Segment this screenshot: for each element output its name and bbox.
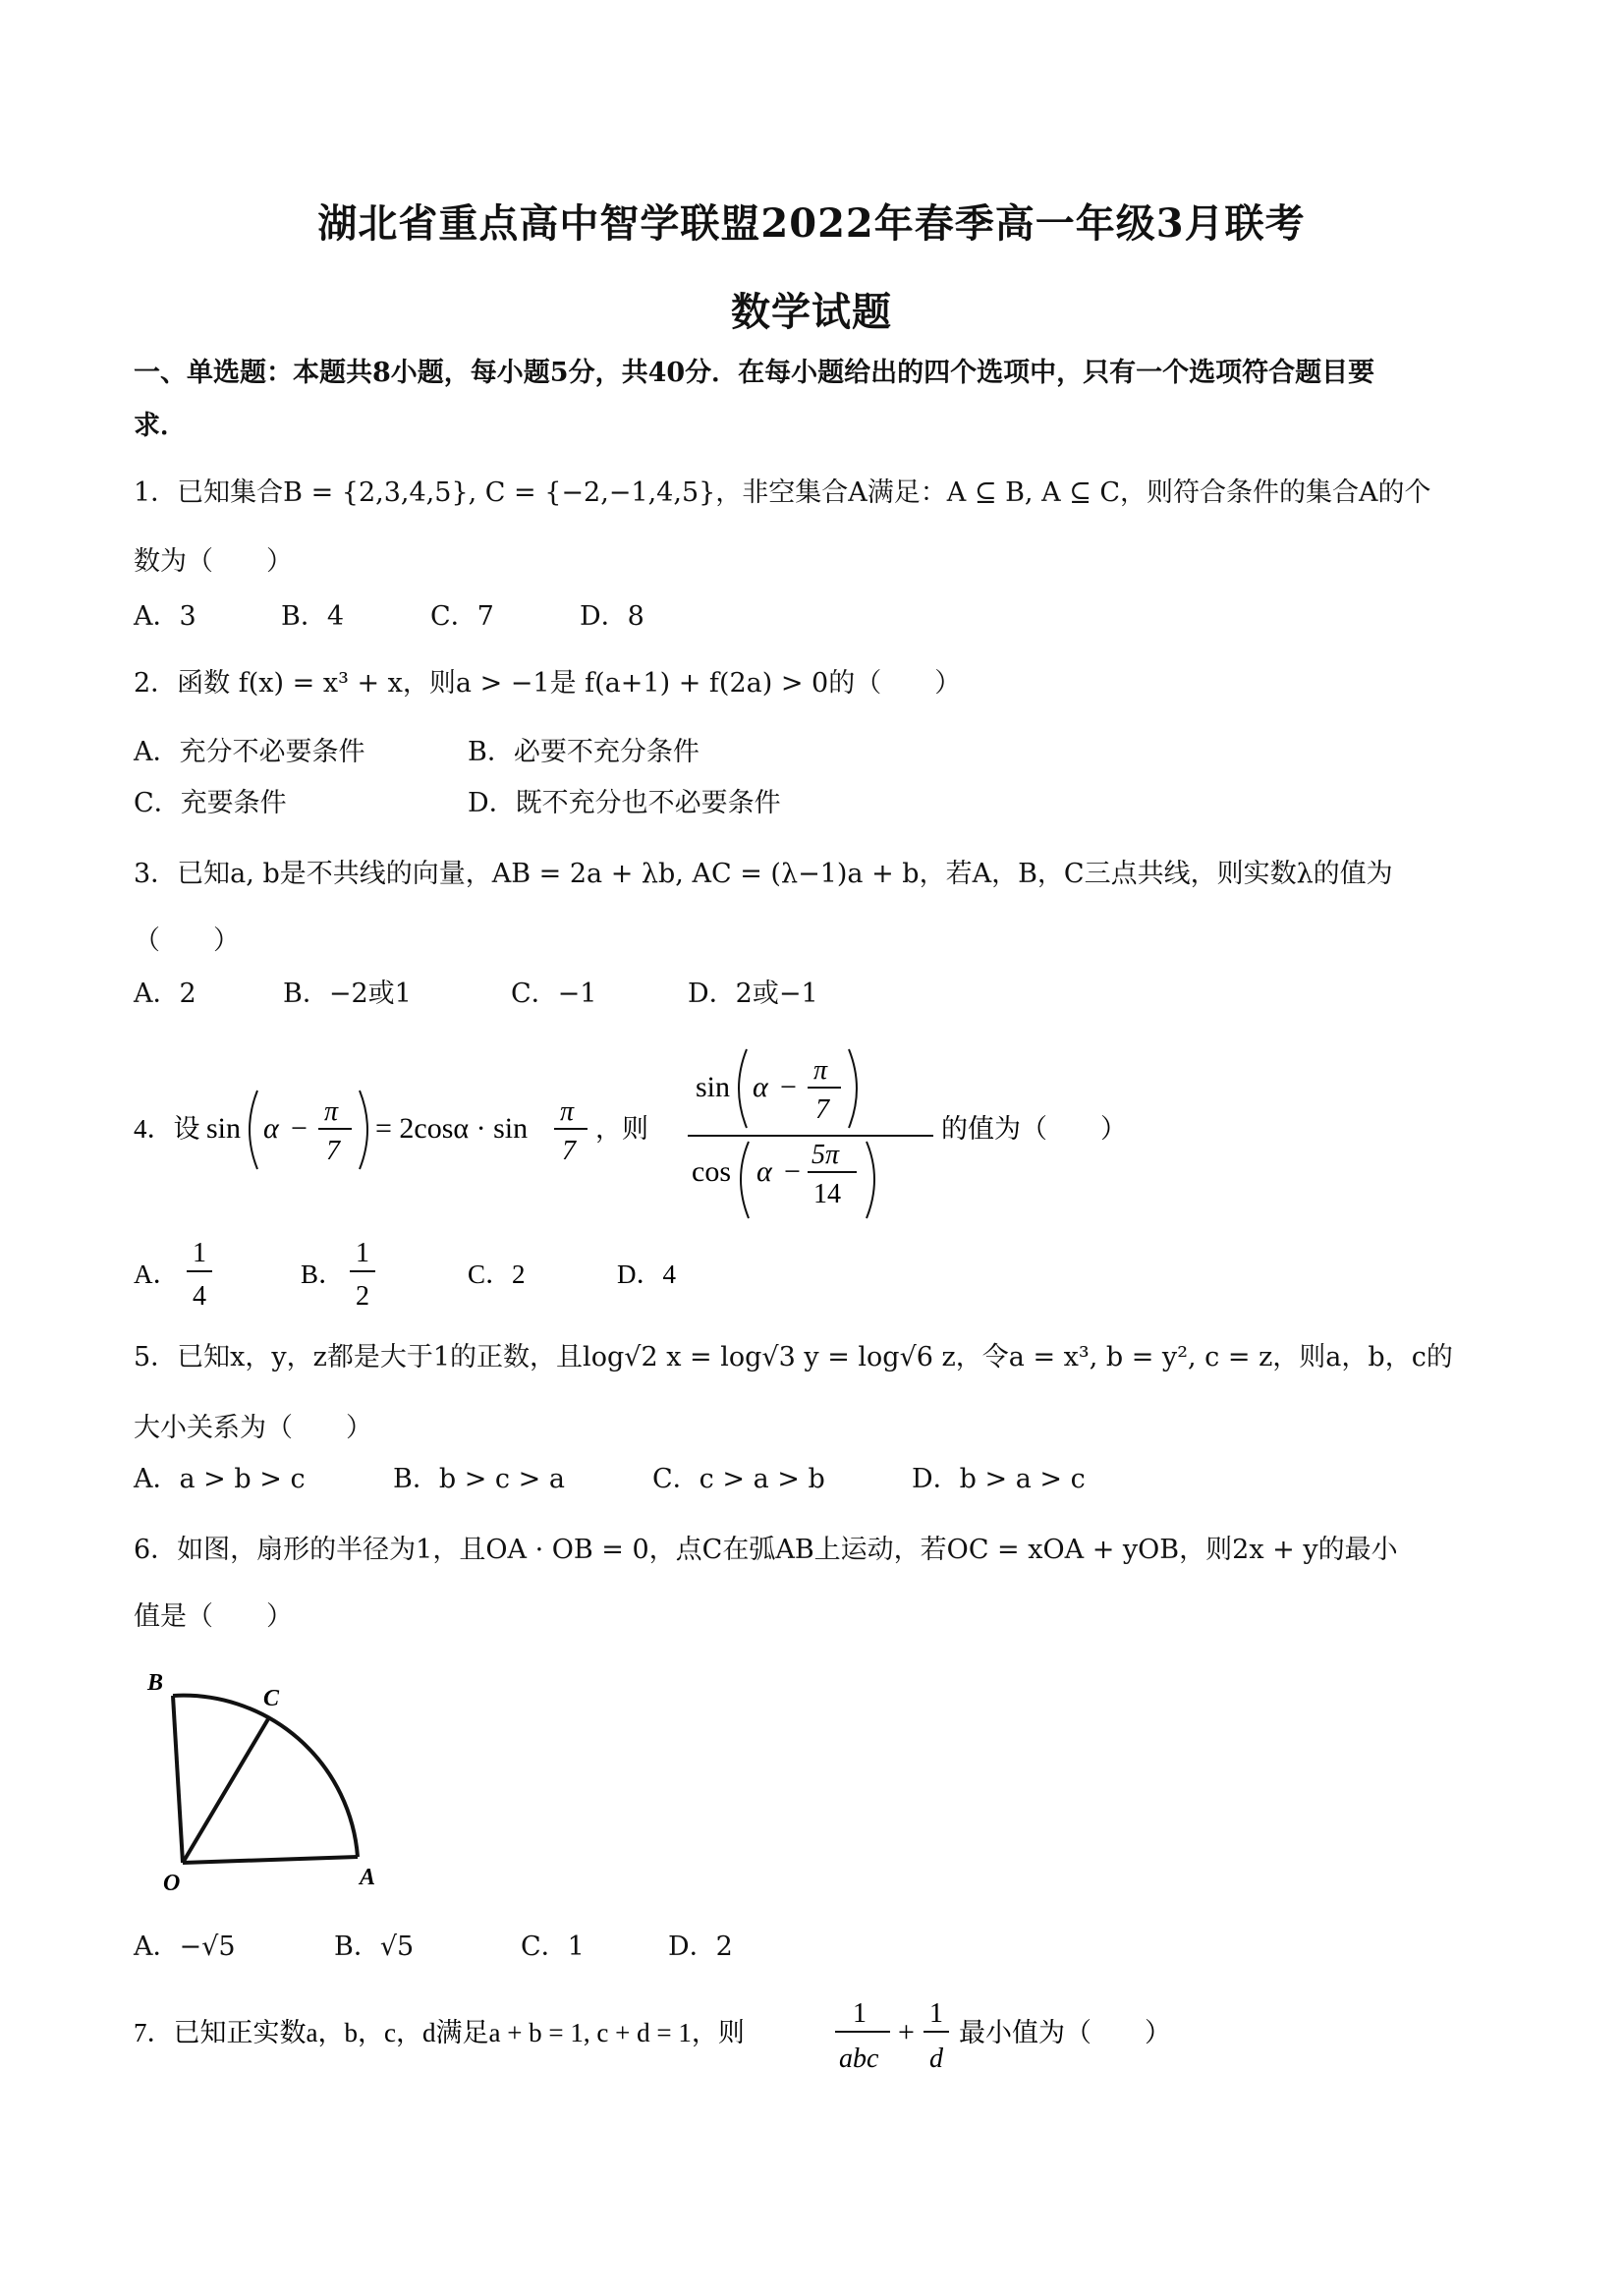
q4-frac-alpha: α: [753, 1071, 768, 1103]
q2-option-b: B．必要不充分条件: [468, 737, 700, 767]
q4-pi-2: π: [560, 1096, 575, 1127]
q3-option-b: B．−2或1: [283, 979, 412, 1009]
q5-option-d: D．b > a > c: [912, 1464, 1086, 1494]
q4-option-b-num: 1: [356, 1238, 369, 1268]
q4-seven: 7: [326, 1136, 340, 1166]
q1-option-d: D．8: [580, 601, 644, 632]
q4-frac-cos: cos: [692, 1155, 731, 1188]
page-title: 湖北省重点高中智学联盟2022年春季高一年级3月联考: [317, 200, 1306, 247]
q4-options: [118, 1232, 806, 1320]
q7-num2: 1: [929, 1998, 943, 2029]
q4-minus: −: [291, 1112, 308, 1145]
question-6: 6．如图，扇形的半径为1，且OA · OB = 0，点C在弧AB上运动，若OC = xOA + yOB，则2x + y的最小: [134, 1535, 1398, 1565]
q4-den-minus: −: [784, 1155, 801, 1188]
q4-pi: π: [324, 1096, 339, 1127]
q3-option-c: C．−1: [511, 979, 597, 1009]
question-7: [118, 1983, 1297, 2091]
q4-frac-pi: π: [813, 1055, 828, 1086]
q7-num1: 1: [853, 1998, 867, 2029]
q4-option-d: D．4: [617, 1260, 676, 1289]
question-1-cont: 数为（ ）: [134, 546, 293, 577]
q1-option-a: A．3: [134, 601, 196, 632]
q4-seven-2: 7: [562, 1136, 576, 1166]
q7-den2: d: [929, 2044, 943, 2074]
q6-option-b: B．√5: [334, 1932, 415, 1962]
section-heading-cont: 求．: [134, 411, 187, 441]
q4-option-c: C．2: [468, 1260, 526, 1289]
q5-option-a: A．a > b > c: [134, 1464, 306, 1494]
q2-option-a: A．充分不必要条件: [134, 737, 365, 767]
question-2: 2．函数 f(x) = x³ + x，则a > −1是 f(a+1) + f(2a) > 0的（ ）: [134, 668, 962, 699]
q4-option-b-den: 2: [356, 1281, 369, 1312]
figure-label-a: A: [360, 1865, 376, 1890]
q4-alpha: α: [263, 1112, 279, 1145]
q2-option-d: D．既不充分也不必要条件: [468, 788, 781, 818]
figure-label-o: O: [163, 1871, 181, 1896]
q7-plus: +: [898, 2016, 915, 2048]
q4-then: ，则: [595, 1114, 648, 1144]
q4-frac-seven: 7: [815, 1094, 829, 1125]
q4-option-b-label: B．: [301, 1260, 346, 1289]
question-6-cont: 值是（ ）: [134, 1601, 293, 1632]
figure-label-c: C: [263, 1686, 280, 1711]
q4-option-a-num: 1: [193, 1238, 206, 1268]
q4-prefix: 4．设: [134, 1114, 200, 1144]
q1-option-b: B．4: [281, 601, 345, 632]
question-3-cont: （ ）: [134, 925, 240, 956]
q5-option-c: C．c > a > b: [652, 1464, 825, 1494]
q6-option-d: D．2: [668, 1932, 733, 1962]
sector-figure: [138, 1660, 393, 1896]
q6-option-a: A．−√5: [134, 1932, 236, 1962]
q4-five-pi: 5π: [812, 1140, 840, 1170]
q6-option-c: C．1: [521, 1932, 585, 1962]
q7-suffix: 最小值为（ ）: [959, 2018, 1171, 2047]
q1-option-c: C．7: [430, 601, 494, 632]
q4-frac-sin: sin: [696, 1071, 731, 1103]
section-heading: 一、单选题：本题共8小题，每小题5分，共40分．在每小题给出的四个选项中，只有一个选项符合题目要: [134, 358, 1375, 388]
q4-den-alpha: α: [756, 1155, 772, 1188]
question-3: 3．已知a, b是不共线的向量，AB = 2a + λb, AC = (λ−1)a + b，若A，B，C三点共线，则实数λ的值为: [134, 859, 1393, 889]
question-4-formula: [118, 1034, 1127, 1230]
q4-fourteen: 14: [813, 1179, 841, 1209]
question-1: 1．已知集合B = {2,3,4,5}, C = {−2,−1,4,5}，非空集合A满足：A ⊆ B, A ⊆ C，则符合条件的集合A的个: [134, 477, 1431, 508]
q4-option-a-den: 4: [193, 1281, 206, 1312]
question-5: 5．已知x，y，z都是大于1的正数，且log√2 x = log√3 y = log√6 z，令a = x³, b = y², c = z，则a，b，c的: [134, 1342, 1453, 1372]
q5-option-b: B．b > c > a: [393, 1464, 565, 1494]
q3-option-a: A．2: [134, 979, 196, 1009]
q4-suffix: 的值为（ ）: [941, 1114, 1127, 1144]
q4-eq-part: = 2cosα · sin: [375, 1112, 529, 1145]
q7-den1: abc: [839, 2044, 879, 2074]
q4-option-a-label: A．: [134, 1260, 180, 1289]
q2-option-c: C．充要条件: [134, 788, 287, 818]
q7-prefix: 7．已知正实数a，b，c，d满足a + b = 1, c + d = 1，则: [134, 2018, 745, 2047]
q4-frac-minus: −: [780, 1071, 797, 1103]
question-5-cont: 大小关系为（ ）: [134, 1413, 372, 1443]
figure-label-b: B: [147, 1670, 164, 1696]
q3-option-d: D．2或−1: [688, 979, 818, 1009]
q4-sin: sin: [206, 1112, 242, 1145]
page-subtitle: 数学试题: [731, 289, 892, 335]
